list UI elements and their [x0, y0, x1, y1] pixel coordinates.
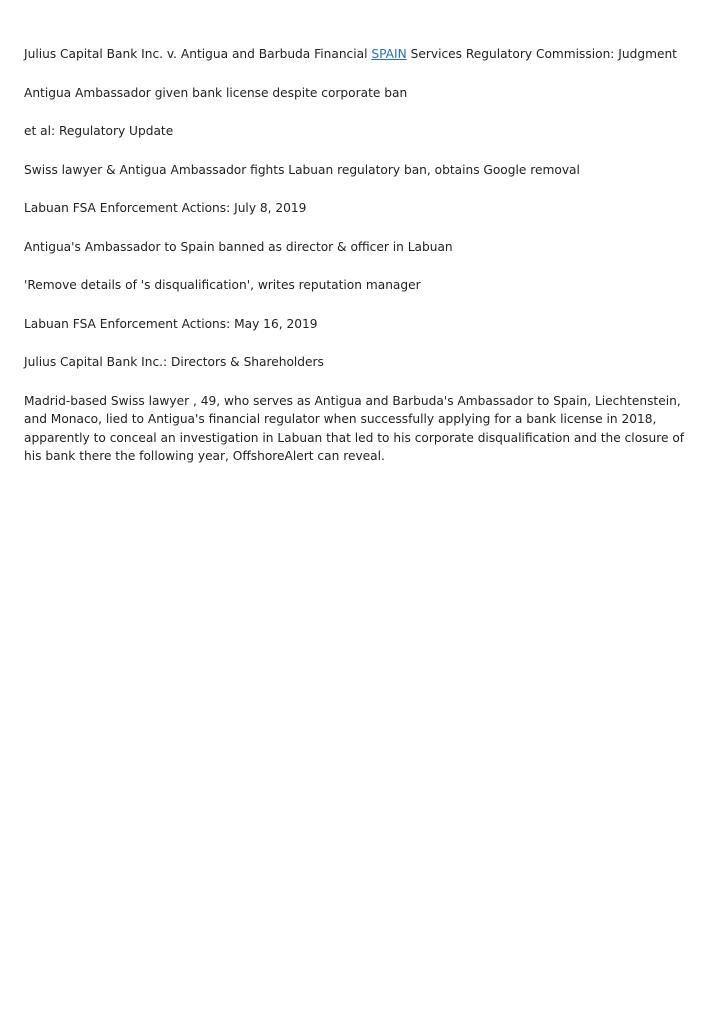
- headline-ambassador-banned: Antigua's Ambassador to Spain banned as director & officer in Labuan: [24, 239, 453, 254]
- document-body: [24, 45, 692, 466]
- headline-reputation-manager: 'Remove details of 's disqualification', writes reputation manager: [24, 278, 421, 292]
- headline-text-after: Services Regulatory Commission: Judgment: [406, 47, 677, 61]
- headline-regulatory-update: et al: Regulatory Update: [24, 124, 174, 138]
- headline-google-removal: Swiss lawyer & Antigua Ambassador fights Labuan regulatory ban, obtains Google removal: [24, 162, 580, 177]
- headline-labuan-july: Labuan FSA Enforcement Actions: July 8, 2019: [24, 201, 307, 215]
- headline-julius-capital-judgment: [24, 45, 692, 63]
- headline-directors-shareholders: Julius Capital Bank Inc.: Directors & Shareholders: [24, 355, 324, 369]
- headline-ambassador-license: Antigua Ambassador given bank license despite corporate ban: [24, 85, 408, 100]
- headline-labuan-may: Labuan FSA Enforcement Actions: May 16, 2019: [24, 316, 318, 331]
- headline-text-before: Julius Capital Bank Inc. v. Antigua and Barbuda Financial: [24, 47, 372, 61]
- spain-link[interactable]: SPAIN: [371, 47, 407, 61]
- article-paragraph: Madrid-based Swiss lawyer , 49, who serves as Antigua and Barbuda's Ambassador to Spain, Liechtenstein, and Monaco, lied to Antigua's financial regulator when successfully applying for a bank license in 2018, apparently to conceal an investigation in Labuan that led to his corporate disqualification and the closure of his bank there the following year, OffshoreAlert can reveal.: [24, 393, 685, 463]
